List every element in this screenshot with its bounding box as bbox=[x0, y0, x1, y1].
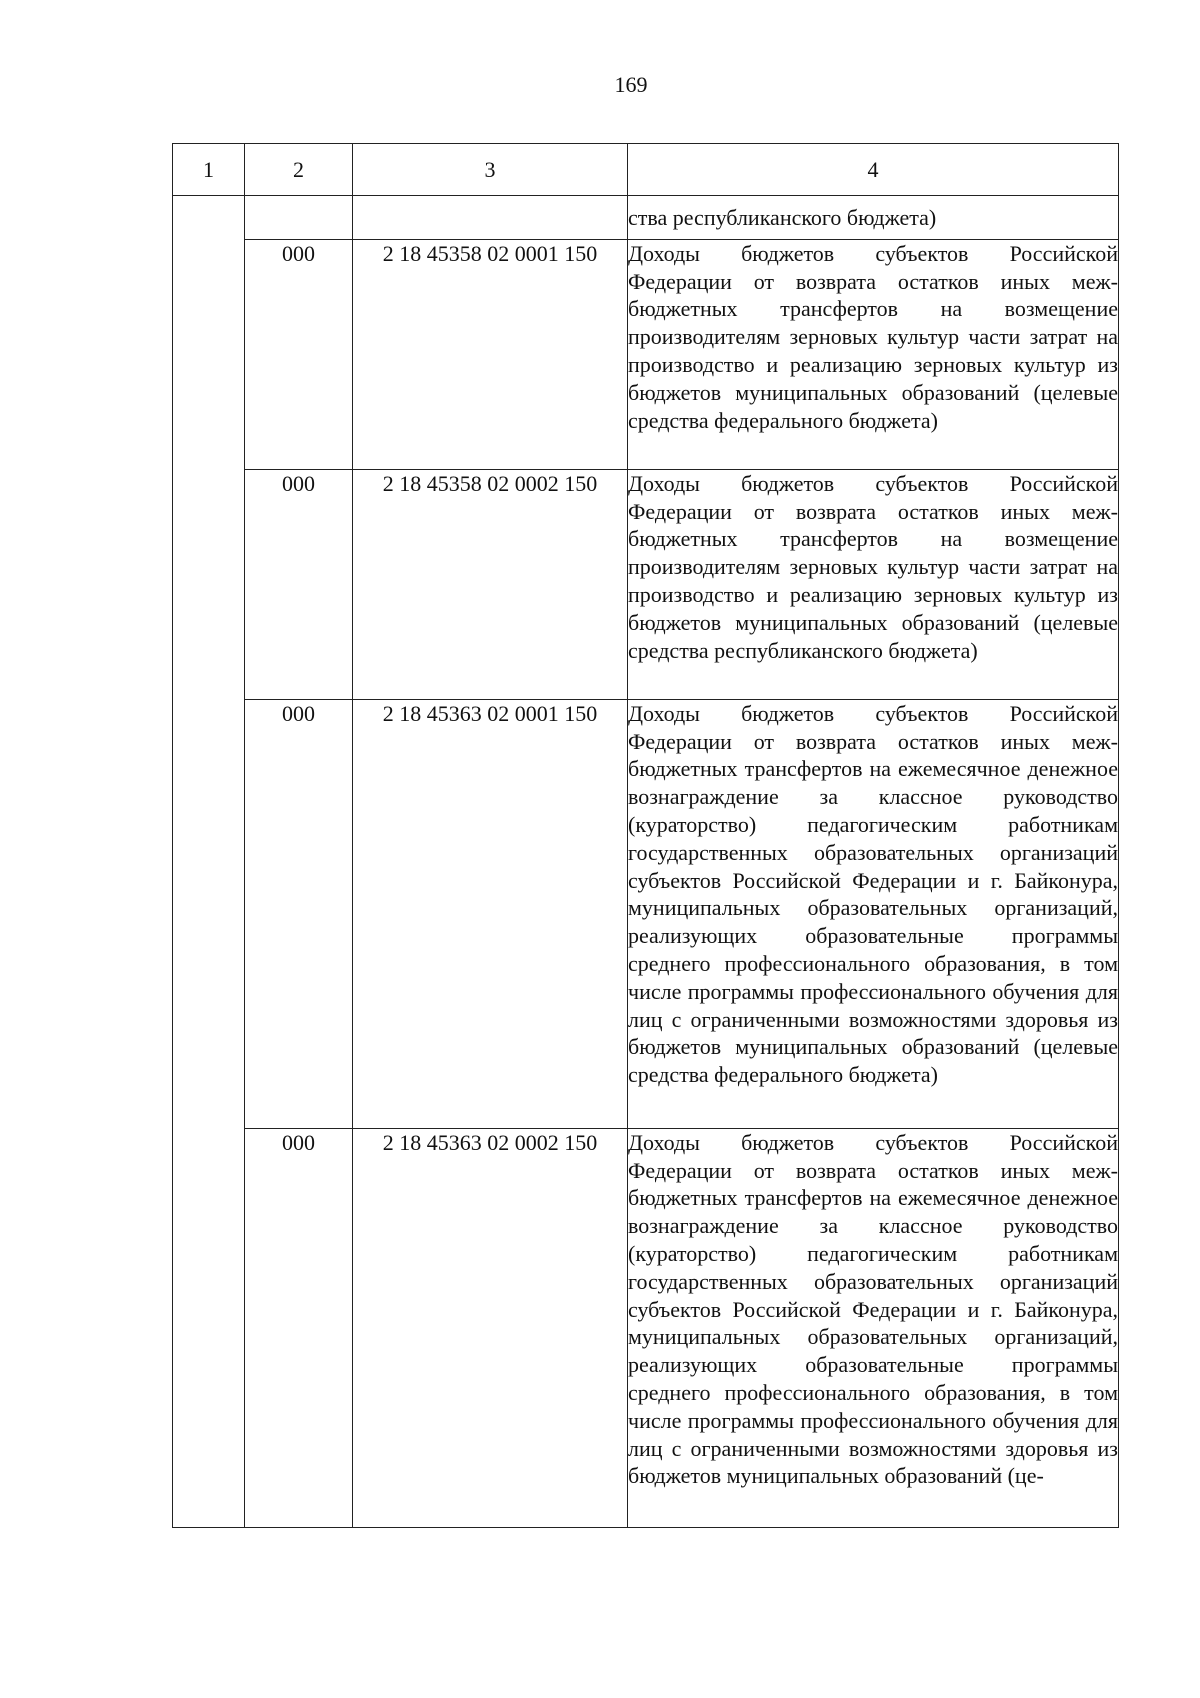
table-header-row bbox=[173, 144, 1119, 196]
admin-code-cell: 000 bbox=[245, 239, 353, 469]
column-header-4: 4 bbox=[628, 144, 1119, 196]
budget-code-cell: 2 18 45363 02 0002 150 bbox=[353, 1128, 628, 1527]
budget-code-cell: 2 18 45358 02 0002 150 bbox=[353, 469, 628, 699]
description-cell: Доходы бюджетов субъектов Российской Федерации от возврата остатков иных меж-бюджетных трансфертов на возмещение производителям зерновых культур части затрат на производство и реализацию зерновых культур из бюджетов муниципальных образований (целевые средства республиканского бюджета) bbox=[628, 469, 1119, 699]
description-cell: Доходы бюджетов субъектов Российской Федерации от возврата остатков иных меж-бюджетных трансфертов на ежемесячное денежное вознаграждение за классное руководство (кураторство) педагогическим работникам государственных образовательных организаций субъектов Российской Федерации и г. Байконура, муниципальных образовательных организаций, реализующих образовательные программы среднего профессионального образования, в том числе программы профессионального обучения для лиц с ограниченными возможностями здоровья из бюджетов муниципальных образований (це- bbox=[628, 1128, 1119, 1527]
admin-code-cell: 000 bbox=[245, 699, 353, 1128]
table-row bbox=[173, 239, 1119, 469]
page-number: 169 bbox=[614, 72, 648, 97]
admin-code-cell: 000 bbox=[245, 1128, 353, 1527]
budget-code-cell: 2 18 45358 02 0001 150 bbox=[353, 239, 628, 469]
column-header-3: 3 bbox=[353, 144, 628, 196]
table-row bbox=[173, 469, 1119, 699]
column-header-1: 1 bbox=[173, 144, 245, 196]
budget-code-cell: 2 18 45363 02 0001 150 bbox=[353, 699, 628, 1128]
description-cell: ства республиканского бюджета) bbox=[628, 196, 1119, 240]
table-row bbox=[173, 699, 1119, 1128]
table-row bbox=[173, 1128, 1119, 1527]
admin-code-cell: 000 bbox=[245, 469, 353, 699]
description-cell: Доходы бюджетов субъектов Российской Федерации от возврата остатков иных меж-бюджетных трансфертов на возмещение производителям зерновых культур части затрат на производство и реализацию зерновых культур из бюджетов муниципальных образований (целевые средства федерального бюджета) bbox=[628, 239, 1119, 469]
budget-code-cell bbox=[353, 196, 628, 240]
budget-classification-table bbox=[172, 143, 1119, 1528]
table-row-continuation bbox=[173, 196, 1119, 240]
column-header-2: 2 bbox=[245, 144, 353, 196]
admin-code-cell bbox=[245, 196, 353, 240]
group-cell bbox=[173, 196, 245, 1528]
description-cell: Доходы бюджетов субъектов Российской Федерации от возврата остатков иных меж-бюджетных трансфертов на ежемесячное денежное вознаграждение за классное руководство (кураторство) педагогическим работникам государственных образовательных организаций субъектов Российской Федерации и г. Байконура, муниципальных образовательных организаций, реализующих образовательные программы среднего профессионального образования, в том числе программы профессионального обучения для лиц с ограниченными возможностями здоровья из бюджетов муниципальных образований (целевые средства федерального бюджета) bbox=[628, 699, 1119, 1128]
